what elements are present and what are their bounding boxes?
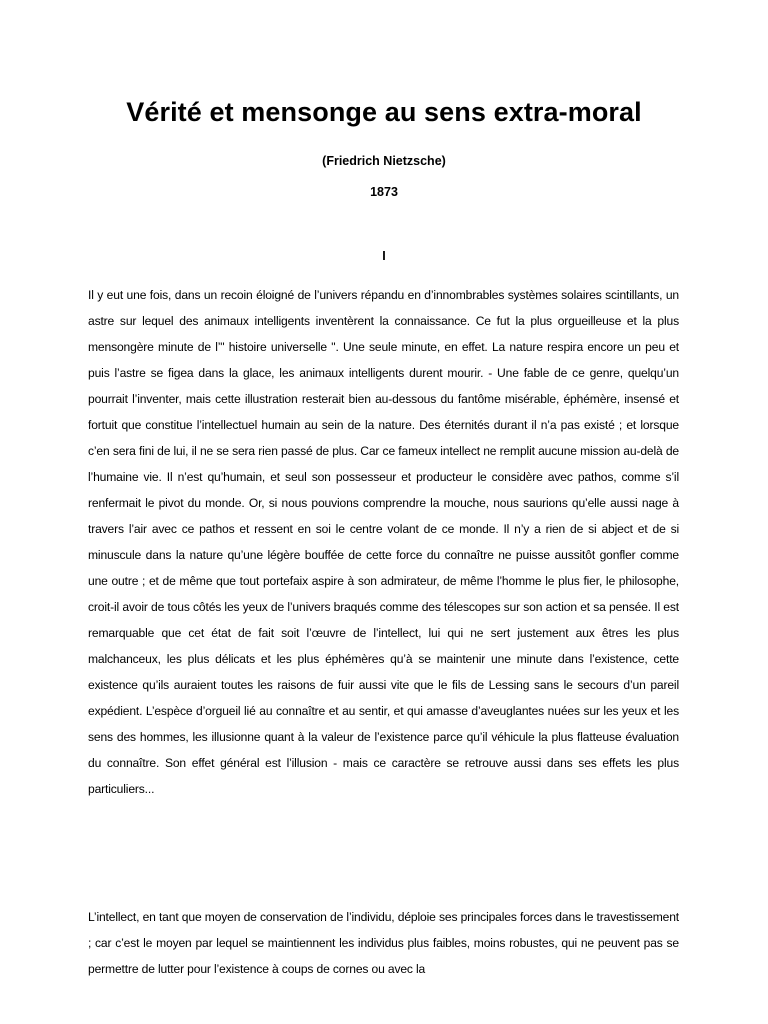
document-title: Vérité et mensonge au sens extra-moral — [126, 97, 642, 127]
section-number: I — [382, 249, 386, 263]
paragraph-2: L’intellect, en tant que moyen de conservation de l’individu, déploie ses principales forces dans le travestissement ; car c’est le moyen par lequel se maintiennent les individus plus faibles, moins robustes, qui ne peuvent pas se permettre de lutter pour l’existence à coups de cornes ou avec la — [88, 910, 679, 976]
document-author: (Friedrich Nietzsche) — [322, 154, 446, 168]
paragraph-1: Il y eut une fois, dans un recoin éloigné de l’univers répandu en d’innombrables systèmes solaires scintillants, un astre sur lequel des animaux intelligents inventèrent la connaissance. Ce fut la plus orgueilleuse et la plus mensongère minute de l’" histoire universelle ". Une seule minute, en effet. La nature respira encore un peu et puis l’astre se figea dans la glace, les animaux intelligents durent mourir. - Une fable de ce genre, quelqu’un pourrait l’inventer, mais cette illustration resterait bien au-dessous du fantôme misérable, éphémère, insensé et fortuit que constitue l’intellectuel humain au sein de la nature. Des éternités durant il n’a pas existé ; et lorsque c’en sera fini de lui, il ne se sera rien passé de plus. Car ce fameux intellect ne remplit aucune mission au-delà de l’humaine vie. Il n’est qu’humain, et seul son possesseur et producteur le considère avec pathos, comme s’il renfermait le pivot du monde. Or, si nous pouvions comprendre la mouche, nous saurions qu’elle aussi nage à travers l’air avec ce pathos et ressent en soi le centre volant de ce monde. Il n’y a rien de si abject et de si minuscule dans la nature qu’une légère bouffée de cette force du connaître ne puisse aussitôt gonfler comme une outre ; et de même que tout portefaix aspire à son admirateur, de même l’homme le plus fier, le philosophe, croit-il avoir de tous côtés les yeux de l’univers braqués comme des télescopes sur son action et sa pensée. Il est remarquable que cet état de fait soit l’œuvre de l’intellect, lui qui ne sert justement aux êtres les plus malchanceux, les plus délicats et les plus éphémères qu’à se maintenir une minute dans l’existence, cette existence qu’ils auraient toutes les raisons de fuir aussi vite que le fils de Lessing sans le secours d’un pareil expédient. L’espèce d’orgueil lié au connaître et au sentir, et qui amasse d’aveuglantes nuées sur les yeux et les sens des hommes, les illusionne quant à la valeur de l’existence parce qu’il véhicule la plus flatteuse évaluation du connaître. Son effet général est l’illusion - mais ce caractère se retrouve aussi dans ses effets les plus particuliers... — [88, 288, 679, 796]
document-year: 1873 — [370, 185, 398, 199]
